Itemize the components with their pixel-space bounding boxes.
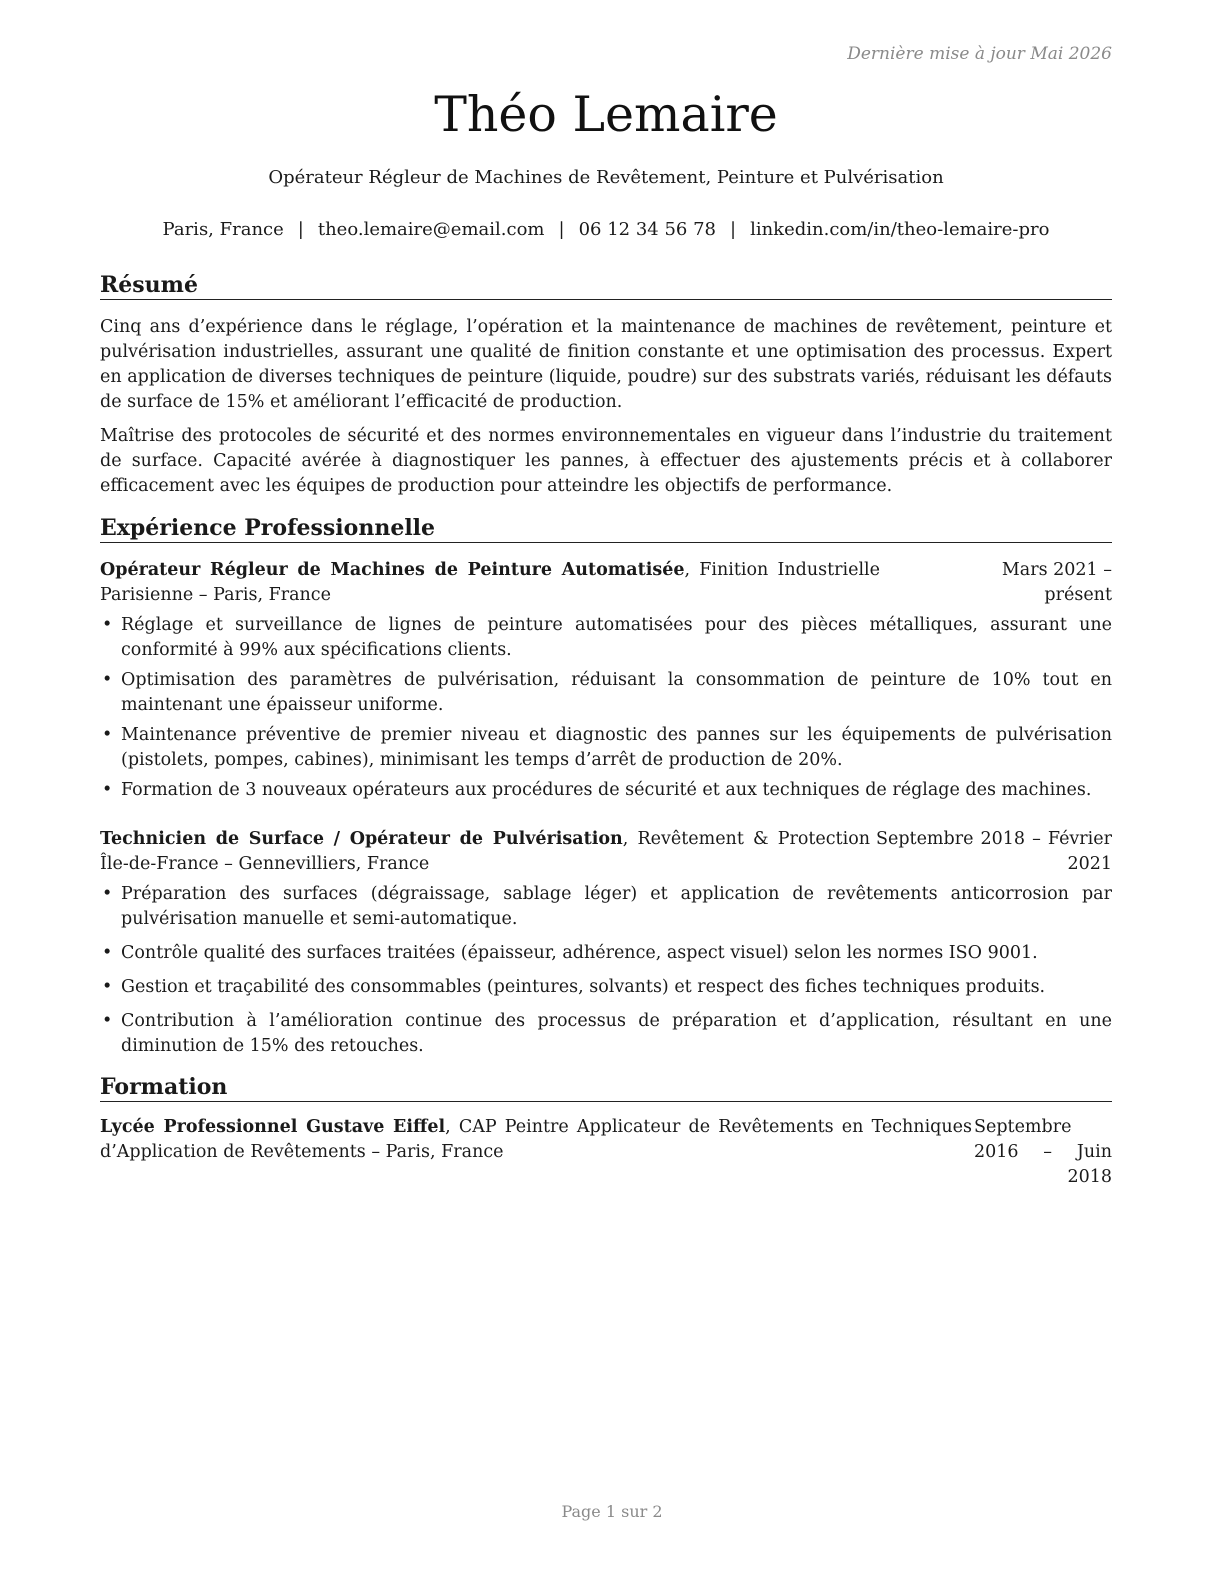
summary-paragraph: Cinq ans d’expérience dans le réglage, l’opération et la maintenance de machines de revêtement, peinture et pulvérisation industrielles, assurant une qualité de finition constante et une optimisation des processus. Expert en application de diverses techniques de peinture (liquide, poudre) sur des substrats variés, réduisant les défauts de surface de 15% et améliorant l’efficacité de production. (100, 317, 1112, 412)
contact-separator: | (558, 219, 565, 240)
job-header (100, 827, 1112, 877)
experience-section (100, 515, 1112, 1059)
job-bullets (100, 882, 1112, 1059)
school-name: Lycée Professionnel Gustave Eiffel (100, 1117, 446, 1137)
job-bullets (100, 613, 1112, 803)
job-title: Technicien de Surface / Opérateur de Pulvérisation (100, 829, 623, 849)
list-item: • Préparation des surfaces (dégraissage, sablage léger) et application de revêtements anticorrosion par pulvérisation manuelle et semi-automatique. (100, 882, 1112, 932)
list-item: • Optimisation des paramètres de pulvérisation, réduisant la consommation de peinture de 10% tout en maintenant une épaisseur uniforme. (100, 668, 1112, 718)
education-entry (100, 1115, 1112, 1190)
section-title-experience: Expérience Professionnelle (100, 515, 1112, 543)
summary-paragraph: Maîtrise des protocoles de sécurité et des normes environnementales en vigueur dans l’industrie du traitement de surface. Capacité avérée à diagnostiquer les pannes, à effectuer des ajustements précis et à collaborer efficacement avec les équipes de production pour atteindre les objectifs de performance. (100, 426, 1112, 496)
contact-location: Paris, France (162, 219, 284, 240)
education-dates: Septembre 2016 – Juin 2018 (974, 1117, 1112, 1187)
job-title: Opérateur Régleur de Machines de Peinture Automatisée (100, 560, 685, 580)
job-entry (100, 558, 1112, 803)
section-title-summary: Résumé (100, 272, 1112, 300)
summary-section (100, 272, 1112, 499)
contact-linkedin[interactable]: linkedin.com/in/theo-lemaire-pro (750, 219, 1050, 240)
job-entry (100, 827, 1112, 1059)
list-item: • Maintenance préventive de premier niveau et diagnostic des pannes sur les équipements de pulvérisation (pistolets, pompes, cabines), minimisant les temps d’arrêt de production de 20%. (100, 723, 1112, 773)
contact-separator: | (729, 219, 737, 240)
list-item: • Réglage et surveillance de lignes de peinture automatisées pour des pièces métalliques, assurant une conformité à 99% aux spécifications clients. (100, 613, 1112, 663)
list-item: • Contribution à l’amélioration continue des processus de préparation et d’application, résultant en une diminution de 15% des retouches. (100, 1009, 1112, 1059)
candidate-name: Théo Lemaire (434, 86, 778, 143)
list-item: • Gestion et traçabilité des consommables (peintures, solvants) et respect des fiches techniques produits. (100, 975, 1112, 1000)
last-updated-note: Dernière mise à jour Mai 2026 (847, 44, 1112, 64)
contact-line (100, 219, 1112, 240)
education-header (100, 1115, 1112, 1190)
page-number: Page 1 sur 2 (561, 1502, 663, 1521)
job-role-company (100, 558, 880, 608)
section-title-education: Formation (100, 1074, 1112, 1102)
list-item: • Contrôle qualité des surfaces traitées (épaisseur, adhérence, aspect visuel) selon les normes ISO 9001. (100, 941, 1112, 966)
job-company: , Revêtement & Protection Île-de-France – Gennevilliers, France (100, 829, 870, 874)
job-dates: Septembre 2018 – Février 2021 (876, 829, 1112, 874)
contact-separator: | (297, 219, 304, 240)
degree-name: , CAP Peintre Applicateur de Revêtements en Techniques d’Application de Revêtements – Paris, France (100, 1117, 972, 1162)
education-section (100, 1074, 1112, 1190)
job-header (100, 558, 1112, 608)
job-role-company (100, 827, 870, 877)
job-headline: Opérateur Régleur de Machines de Revêtement, Peinture et Pulvérisation (268, 167, 944, 188)
job-dates: Mars 2021 – présent (1001, 560, 1112, 605)
job-company: , Finition Industrielle Parisienne – Paris, France (100, 560, 880, 605)
education-school-degree (100, 1115, 972, 1190)
contact-phone: 06 12 34 56 78 (578, 219, 716, 240)
contact-email[interactable]: theo.lemaire@email.com (317, 219, 545, 240)
list-item: • Formation de 3 nouveaux opérateurs aux procédures de sécurité et aux techniques de réglage des machines. (100, 778, 1112, 803)
